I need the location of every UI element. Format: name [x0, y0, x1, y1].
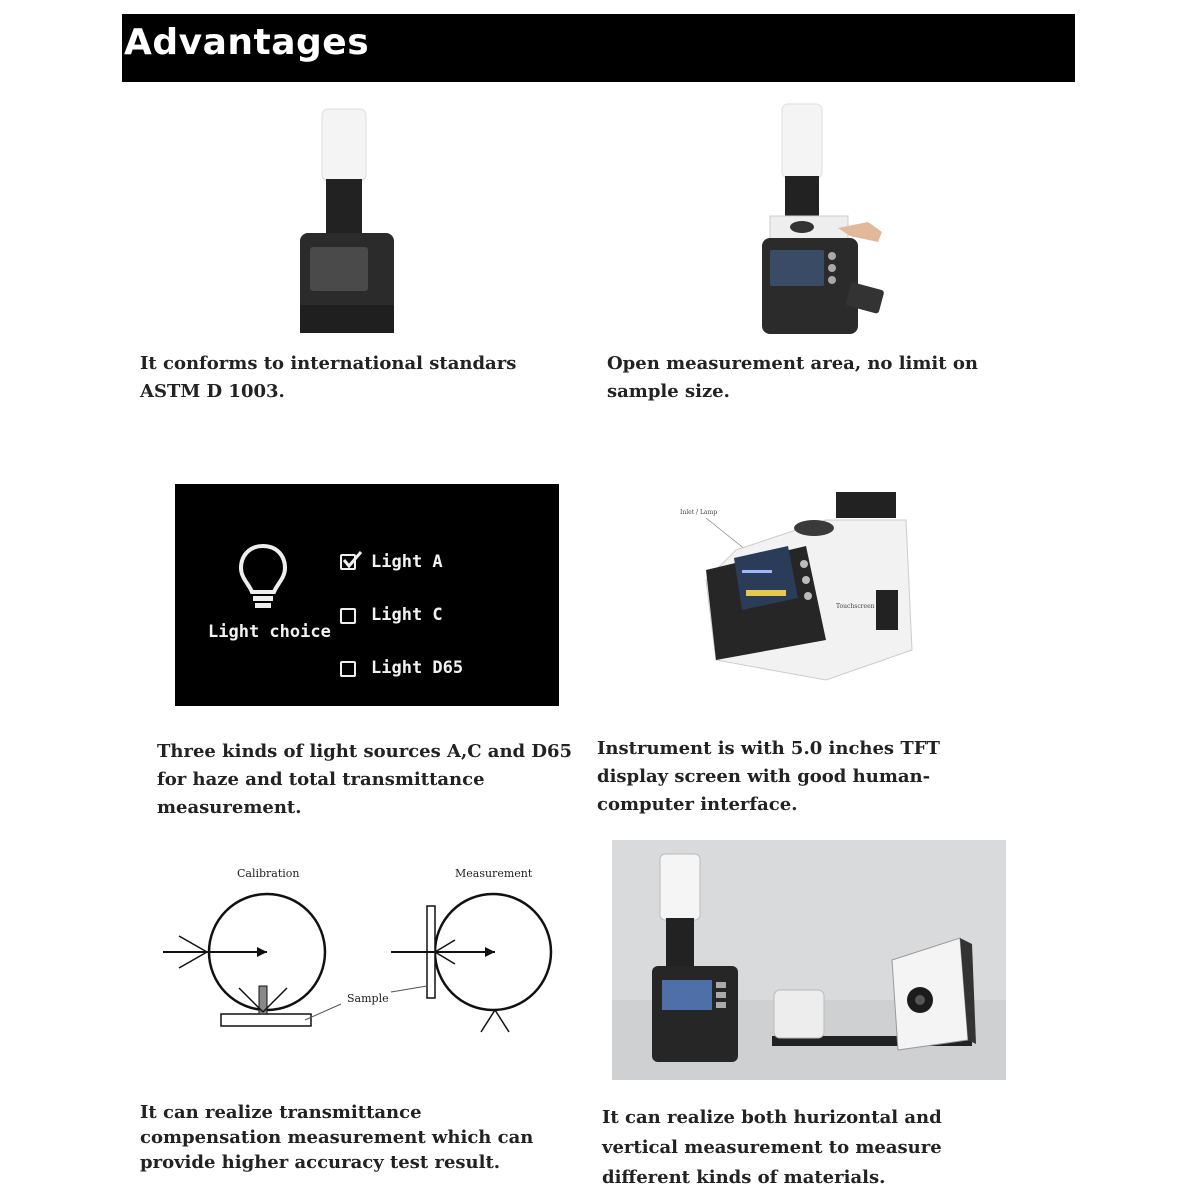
section-header — [122, 14, 1075, 82]
checkbox-light-c[interactable] — [340, 608, 356, 624]
caption-open-measurement: Open measurement area, no limit on sample size. — [607, 353, 978, 402]
option-light-a-label: Light A — [371, 552, 443, 572]
instrument-image-open-area — [750, 100, 890, 340]
caption-tft-display: Instrument is with 5.0 inches TFT display screen with good human-computer interface. — [597, 738, 940, 815]
sample-label: Sample — [347, 992, 389, 1005]
caption-light-sources: Three kinds of light sources A,C and D65 for haze and total transmittance measurement. — [157, 741, 573, 818]
check-icon — [341, 550, 363, 570]
svg-text:Touchscreen: Touchscreen — [836, 603, 875, 610]
svg-text:Inlet / Lamp: Inlet / Lamp — [680, 509, 718, 516]
caption-transmittance-compensation: It can realize transmittance compensation measurement which can provide higher accuracy test result. — [140, 1102, 534, 1173]
caption-horizontal-vertical: It can realize both hurizontal and vertical measurement to measure different kinds of materials. — [602, 1107, 942, 1188]
instrument-image-tft-display — [676, 490, 926, 690]
light-choice-label: Light choice — [208, 622, 331, 642]
checkbox-light-d65[interactable] — [340, 661, 356, 677]
option-light-c-label: Light C — [371, 605, 443, 625]
option-light-d65-label: Light D65 — [371, 658, 464, 678]
instrument-image-horizontal-vertical — [612, 840, 1006, 1080]
light-bulb-icon — [237, 542, 289, 614]
measurement-label: Measurement — [455, 867, 533, 880]
section-title: Advantages — [124, 22, 370, 63]
calibration-label: Calibration — [237, 867, 300, 880]
light-choice-panel — [175, 484, 559, 706]
integrating-sphere-diagram — [155, 862, 565, 1047]
instrument-image-front — [290, 105, 410, 337]
caption-astm-standard: It conforms to international standars ASTM D 1003. — [140, 353, 517, 402]
